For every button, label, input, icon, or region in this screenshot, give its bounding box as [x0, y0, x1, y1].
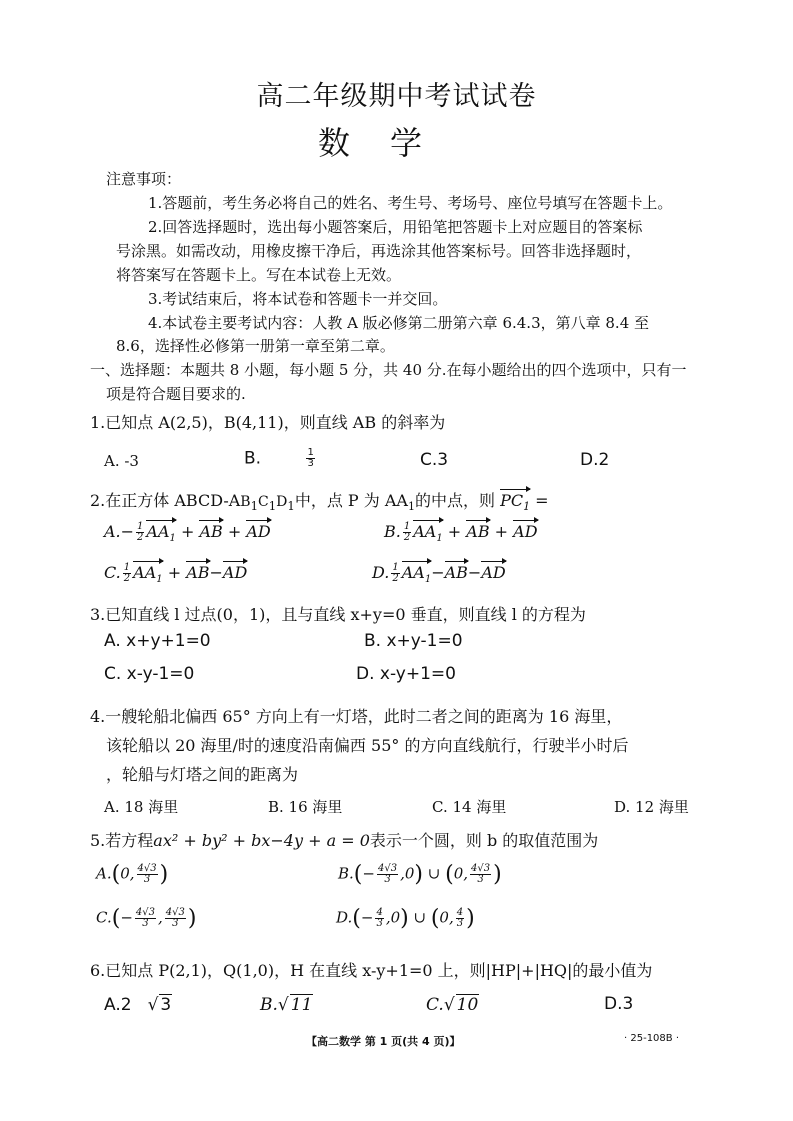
vector-pc1: $PC_1$: [500, 491, 531, 514]
radicand: 3: [160, 995, 172, 1015]
question-2-option-b: B. $\frac{1}{2}$ $AA_1$ + AB + AD: [384, 521, 538, 545]
notice-item-3: 3.考试结束后，将本试卷和答题卡一并交回。: [148, 290, 448, 308]
question-4-line-2: 该轮船以 20 海里/时的速度沿南偏西 55° 的方向直线航行，行驶半小时后: [106, 736, 629, 755]
option-label: B.: [338, 864, 354, 883]
question-1-option-b: [244, 448, 317, 469]
vector-ab: AB: [186, 563, 210, 582]
question-4-option-c: C. 14 海里: [432, 798, 507, 816]
fraction: [403, 522, 411, 543]
exam-title: 高二年级期中考试试卷: [256, 81, 537, 112]
stem-text: 2.在正方体 ABCD-A: [90, 491, 241, 510]
vector-ab: AB: [199, 522, 223, 541]
notice-item-2-line-1: 2.回答选择题时，选出每小题答案后，用铅笔把答题卡上对应题目的答案标: [148, 218, 643, 236]
numerator: 1: [392, 562, 399, 573]
denominator: 2: [137, 532, 144, 543]
question-3-option-d: D. x-y+1=0: [356, 664, 456, 684]
vector-ad: AD: [513, 522, 538, 541]
fraction: [391, 563, 399, 584]
fraction: [136, 522, 144, 543]
question-3-option-b: B. x+y-1=0: [364, 631, 463, 651]
question-2-stem: 2.在正方体 ABCD-$AB_1C_1D_1$中，点 P 为 $AA_1$的中点，则 $PC_1$ =: [90, 491, 549, 514]
vector-ab: AB: [466, 522, 490, 541]
fraction: [306, 448, 314, 469]
denominator: 2: [123, 573, 131, 584]
option-label: B.: [384, 522, 401, 541]
question-4-option-b: B. 16 海里: [268, 798, 343, 816]
question-4-option-a: A. 18 海里: [104, 798, 179, 816]
vector-ab: AB: [444, 563, 468, 582]
question-5-option-c: C.(− $\frac{4√3}{3}$ , $\frac{4√3}{3}$ ): [96, 906, 197, 931]
subject-title: 数 学: [318, 124, 427, 162]
question-1-option-d: D.2: [580, 450, 610, 470]
exam-code: · 25-108B ·: [624, 1033, 679, 1044]
option-label: C.: [104, 563, 121, 582]
option-label: A.: [96, 864, 112, 883]
fraction-denominator: 3: [307, 458, 314, 469]
numerator: 1: [403, 521, 411, 532]
question-3-option-a: A. x+y+1=0: [104, 631, 211, 651]
vector-ad: AD: [481, 563, 506, 582]
numerator: 1: [137, 521, 144, 532]
vector-aa1: $AA_1$: [413, 522, 443, 545]
question-6-stem: 6.已知点 P(2,1)，Q(1,0)，H 在直线 x-y+1=0 上，则|HP|+|HQ|的最小值为: [90, 961, 653, 980]
question-4-line-3: ，轮船与灯塔之间的距离为: [106, 765, 299, 784]
vector-aa1: $AA_1$: [401, 563, 432, 586]
notice-item-2-line-2: 号涂黑。如需改动，用橡皮擦干净后，再选涂其他答案标号。回答非选择题时，: [116, 242, 642, 260]
notice-item-1: 1.答题前，考生务必将自己的姓名、考生号、考场号、座位号填写在答题卡上。: [148, 194, 673, 212]
question-6-option-c: C.√ 10: [426, 995, 479, 1015]
stem-text: 的中点，则: [414, 491, 495, 510]
denominator: 2: [392, 573, 399, 584]
question-4-line-1: 4.一艘轮船北偏西 65° 方向上有一灯塔，此时二者之间的距离为 16 海里，: [90, 707, 623, 726]
fraction-numerator: 1: [307, 447, 314, 458]
notice-heading: 注意事项：: [106, 170, 182, 188]
question-5-option-d: D.(− $\frac{4}{3}$ ,0) ∪ (0, $\frac{4}{3}$ ): [336, 906, 475, 931]
numerator: 1: [123, 562, 131, 573]
vector-aa1: $AA_1$: [146, 522, 176, 545]
question-6-option-b: B.√ 11: [260, 995, 313, 1015]
question-6-option-a: A.2 √ 3: [104, 995, 172, 1015]
option-label: D.: [336, 908, 353, 927]
vector-aa1: $AA_1$: [133, 563, 163, 586]
question-2-option-c: C. $\frac{1}{2}$ $AA_1 + AB-AD$: [104, 562, 248, 586]
option-label: A.: [104, 522, 121, 541]
equals-sign: =: [530, 491, 549, 510]
question-2-option-a: A.− $\frac{1}{2}$ $AA_1$ + AB + AD: [104, 521, 271, 545]
section-one-line-1: 一、选择题：本题共 8 小题，每小题 5 分，共 40 分.在每小题给出的四个选项中，只有一: [90, 361, 687, 379]
question-5-option-a: A.(0, $\frac{4√3}{3}$ ): [96, 862, 169, 887]
option-label: D.: [372, 563, 390, 582]
question-5-option-b: B.(− $\frac{4√3}{3}$ ,0) ∪ (0, $\frac{4√3}{3}$ ): [338, 862, 502, 887]
question-4-option-d: D. 12 海里: [614, 798, 689, 816]
page-footer: 【高二数学 第 1 页(共 4 页)】: [306, 1035, 461, 1048]
notice-item-2-line-3: 将答案写在答题卡上。写在本试卷上无效。: [116, 266, 402, 284]
stem-text: 表示一个圆，则 b 的取值范围为: [369, 831, 599, 850]
option-label: A.2: [104, 995, 132, 1015]
question-1-stem: 1.已知点 A(2,5)，B(4,11)，则直线 AB 的斜率为: [90, 413, 446, 432]
notice-item-4-line-1: 4.本试卷主要考试内容：人教 A 版必修第二册第六章 6.4.3，第八章 8.4 至: [148, 314, 650, 332]
question-1-option-c: C.3: [420, 450, 449, 470]
option-label: B.: [260, 995, 278, 1015]
question-3-stem: 3.已知直线 l 过点(0，1)，且与直线 x+y=0 垂直，则直线 l 的方程为: [90, 605, 586, 624]
radicand: 11: [290, 995, 313, 1015]
question-1-option-a: A. -3: [104, 452, 139, 470]
question-2-option-d: D. $\frac{1}{2}$ $AA_1-AB-AD$: [372, 562, 506, 586]
option-label: C.: [426, 995, 444, 1015]
denominator: 2: [403, 532, 411, 543]
section-one-line-2: 项是符合题目要求的.: [106, 385, 246, 403]
fraction: [123, 563, 131, 584]
question-5-stem: [90, 828, 598, 851]
vector-ad: AD: [246, 522, 271, 541]
circle-equation: ax² + by² + bx−4y + a = 0: [153, 831, 370, 850]
question-6-option-d: D.3: [604, 994, 634, 1014]
stem-text: 中，点 P 为 AA: [294, 491, 408, 510]
question-3-option-c: C. x-y-1=0: [104, 664, 195, 684]
option-b-label: B.: [244, 448, 262, 469]
notice-item-4-line-2: 8.6，选择性必修第一册第一章至第二章。: [116, 337, 395, 355]
vector-ad: AD: [222, 563, 248, 582]
stem-text: 5.若方程: [90, 831, 154, 850]
option-label: C.: [96, 908, 112, 927]
radicand: 10: [456, 995, 479, 1015]
